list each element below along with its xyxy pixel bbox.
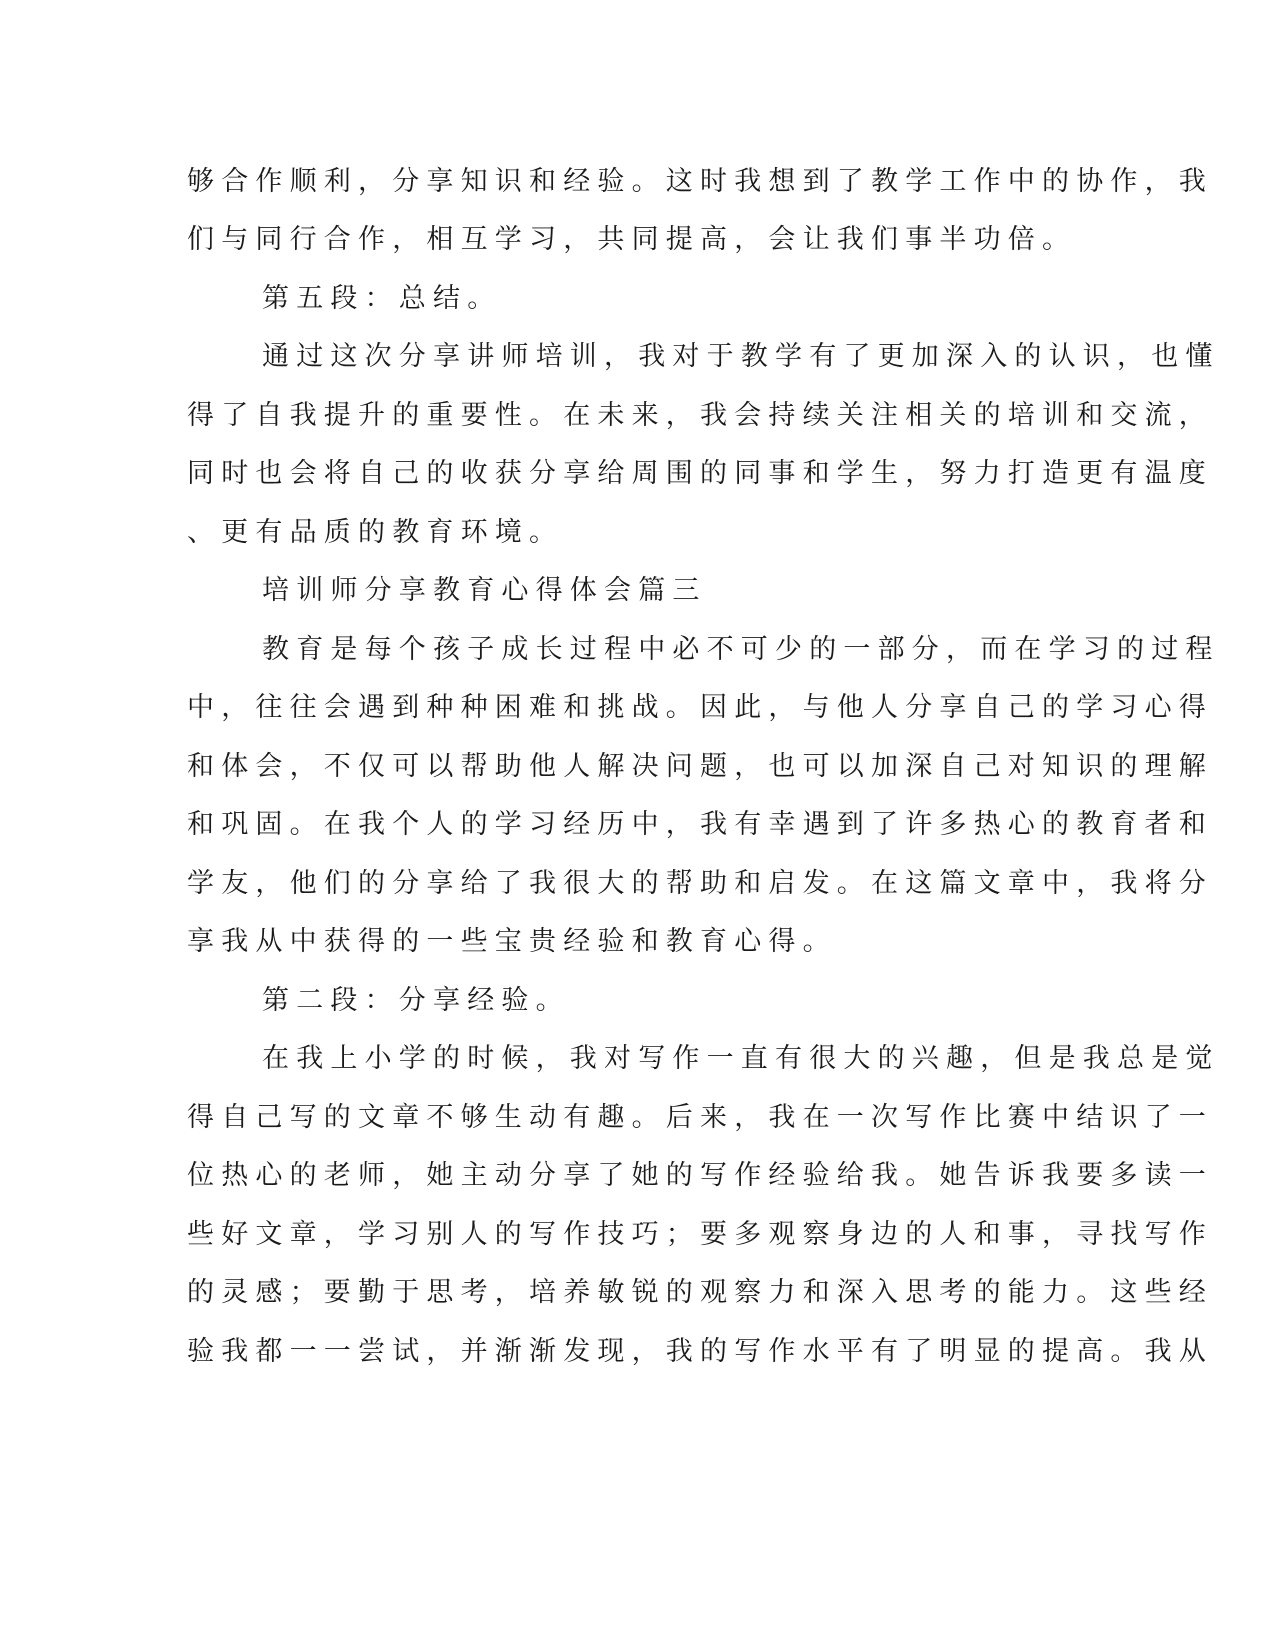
text-line-9: 教育是每个孩子成长过程中必不可少的一部分，而在学习的过程: [262, 634, 1220, 665]
text-line-18: 位热心的老师，她主动分享了她的写作经验给我。她告诉我要多读一: [187, 1160, 1213, 1191]
text-line-16: 在我上小学的时候，我对写作一直有很大的兴趣，但是我总是觉: [262, 1043, 1220, 1074]
text-line-12: 和巩固。在我个人的学习经历中，我有幸遇到了许多热心的教育者和: [187, 809, 1213, 840]
text-line-7: 、更有品质的教育环境。: [187, 517, 564, 548]
text-line-1: 够合作顺利，分享知识和经验。这时我想到了教学工作中的协作，我: [187, 166, 1213, 197]
text-line-10: 中，往往会遇到种种困难和挑战。因此，与他人分享自己的学习心得: [187, 692, 1213, 723]
section-heading-2: 第二段：分享经验。: [262, 985, 570, 1016]
text-line-20: 的灵感；要勤于思考，培养敏锐的观察力和深入思考的能力。这些经: [187, 1277, 1213, 1308]
article-title: 培训师分享教育心得体会篇三: [262, 575, 707, 606]
text-line-2: 们与同行合作，相互学习，共同提高，会让我们事半功倍。: [187, 224, 1077, 255]
text-line-13: 学友，他们的分享给了我很大的帮助和启发。在这篇文章中，我将分: [187, 868, 1213, 899]
section-heading-5: 第五段：总结。: [262, 283, 502, 314]
text-line-17: 得自己写的文章不够生动有趣。后来，我在一次写作比赛中结识了一: [187, 1102, 1213, 1133]
text-line-21: 验我都一一尝试，并渐渐发现，我的写作水平有了明显的提高。我从: [187, 1336, 1213, 1367]
text-line-5: 得了自我提升的重要性。在未来，我会持续关注相关的培训和交流，: [187, 400, 1213, 431]
text-line-11: 和体会，不仅可以帮助他人解决问题，也可以加深自己对知识的理解: [187, 751, 1213, 782]
text-line-6: 同时也会将自己的收获分享给周围的同事和学生，努力打造更有温度: [187, 458, 1213, 489]
text-line-4: 通过这次分享讲师培训，我对于教学有了更加深入的认识，也懂: [262, 341, 1220, 372]
text-line-19: 些好文章，学习别人的写作技巧；要多观察身边的人和事，寻找写作: [187, 1219, 1213, 1250]
text-line-14: 享我从中获得的一些宝贵经验和教育心得。: [187, 926, 837, 957]
